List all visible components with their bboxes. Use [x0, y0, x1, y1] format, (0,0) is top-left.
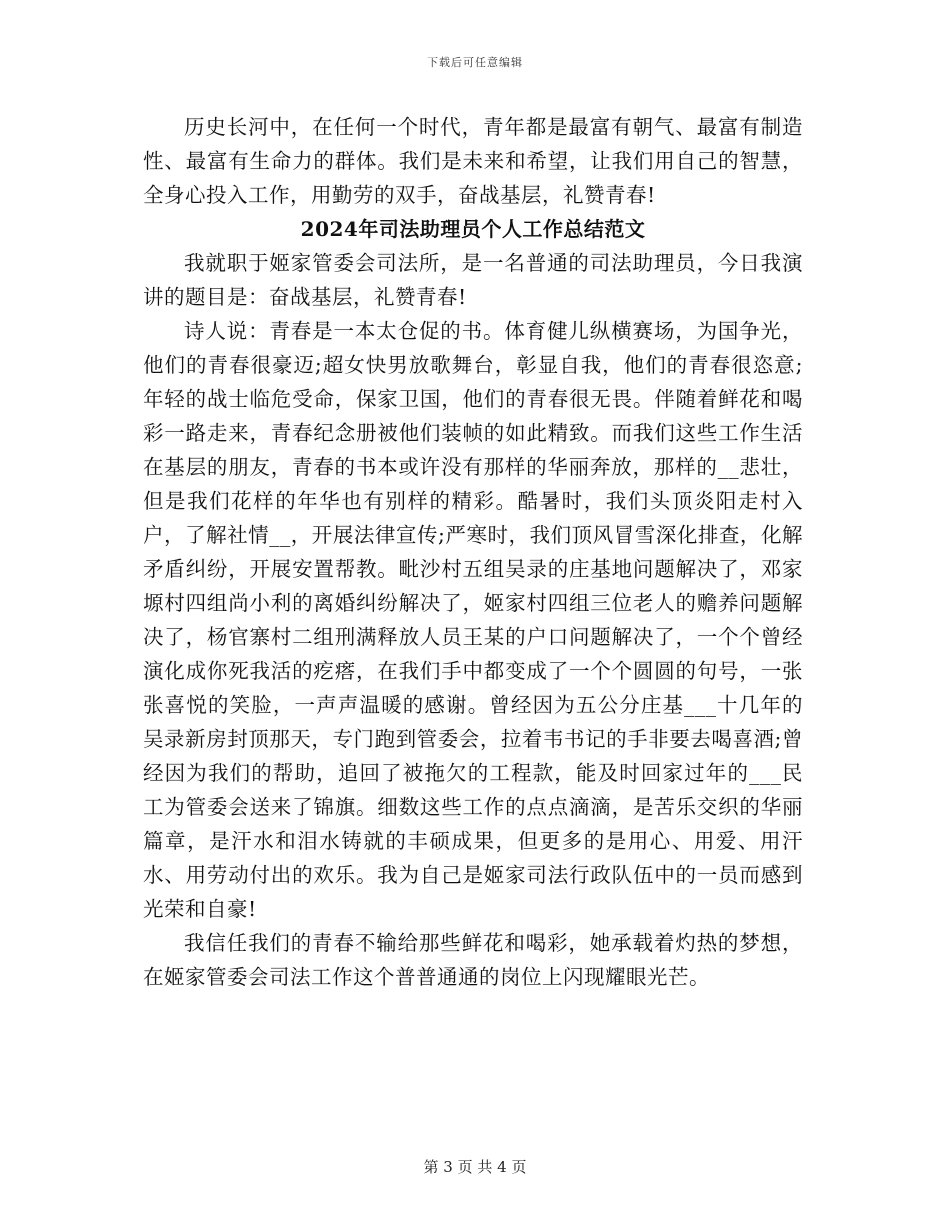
body-paragraph-2: 诗人说：青春是一本太仓促的书。体育健儿纵横赛场，为国争光，他们的青春很豪迈;超女快男放歌舞台，彰显自我，他们的青春很恣意;年轻的战士临危受命，保家卫国，他们的青春很无畏。伴随着鲜花和喝彩一路走来，青春纪念册被他们装帧的如此精致。而我们这些工作生活在基层的朋友，青春的书本或许没有那样的华丽奔放，那样的__悲壮，但是我们花样的年华也有别样的精彩。酷暑时，我们头顶炎阳走村入户，了解社情__，开展法律宣传;严寒时，我们顶风冒雪深化排查，化解矛盾纠纷，开展安置帮教。毗沙村五组吴录的庄基地问题解决了，邓家塬村四组尚小利的离婚纠纷解决了，姬家村四组三位老人的赡养问题解决了，杨官寨村二组刑满释放人员王某的户口问题解决了，一个个曾经演化成你死我活的疙瘩，在我们手中都变成了一个个圆圆的句号，一张张喜悦的笑脸，一声声温暖的感谢。曾经因为五公分庄基___十几年的吴录新房封顶那天，专门跑到管委会，拉着韦书记的手非要去喝喜酒;曾经因为我们的帮助，追回了被拖欠的工程款，能及时回家过年的___民工为管委会送来了锦旗。细数这些工作的点点滴滴，是苦乐交织的华丽篇章，是汗水和泪水铸就的丰硕成果，但更多的是用心、用爱、用汗水、用劳动付出的欢乐。我为自己是姬家司法行政队伍中的一员而感到光荣和自豪! [143, 319, 803, 921]
body-paragraph-1: 我就职于姬家管委会司法所，是一名普通的司法助理员，今日我演讲的题目是：奋战基层，礼赞青春! [143, 251, 803, 309]
document-body [143, 110, 803, 994]
intro-paragraph: 历史长河中，在任何一个时代，青年都是最富有朝气、最富有制造性、最富有生命力的群体。我们是未来和希望，让我们用自己的智慧，全身心投入工作，用勤劳的双手，奋战基层，礼赞青春! [143, 115, 803, 207]
document-title: 2024年司法助理员个人工作总结范文 [300, 217, 646, 241]
page-number: 第 3 页 共 4 页 [423, 1158, 527, 1176]
page-header-note: 下载后可任意编辑 [427, 56, 523, 69]
body-paragraph-3: 我信任我们的青春不输给那些鲜花和喝彩，她承载着灼热的梦想，在姬家管委会司法工作这个普普通通的岗位上闪现耀眼光芒。 [143, 931, 803, 989]
